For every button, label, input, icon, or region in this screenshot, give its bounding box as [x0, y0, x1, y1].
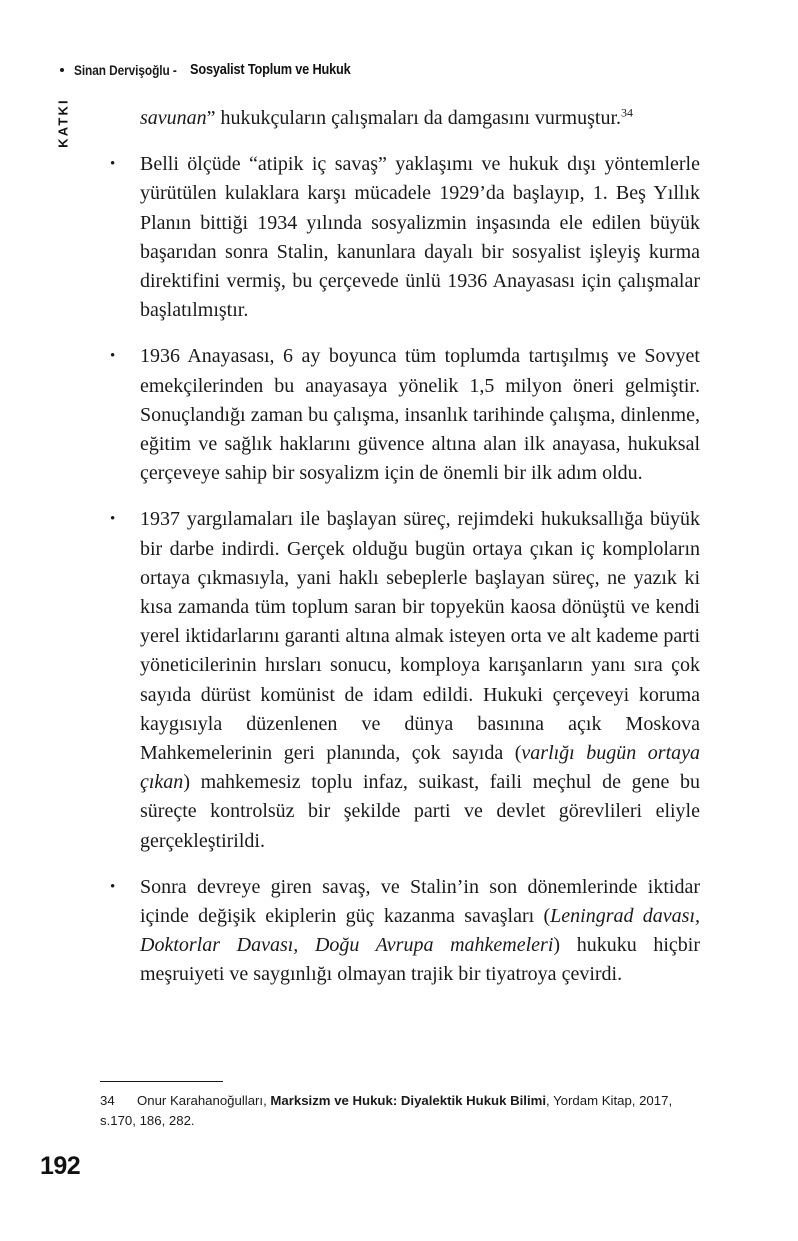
bullet-paragraph-1-text: Belli ölçüde “atipik iç savaş” yaklaşımı ve hukuk dışı yöntemlerle yürütülen kulaklara karşı mücadele 1929’da başlayıp, 1. Beş Yıllık Planın bittiği 1934 yılında sosyalizmin inşasında ele edilen büyük başarıdan sonra Stalin, kanunlara dayalı bir sosyalist işleyiş kurma direktifini vermiş, bu çerçevede ünlü 1936 Anayasası için çalışmalar başlatılmıştır.	[140, 153, 700, 322]
bullet-paragraph-2-text: 1936 Anayasası, 6 ay boyunca tüm toplumda tartışılmış ve Sovyet emekçilerinden bu anayasaya yönelik 1,5 milyon öneri gelmiştir. Sonuçlandığı zaman bu çalışma, insanlık tarihinde çalışma, dinlenme, eğitim ve sağlık haklarını güvence altına alan ilk anayasa, hukuksal çerçeveye sahip bir sosyalizm için de önemli bir ilk adım oldu.	[140, 345, 700, 485]
bullet-icon	[60, 68, 64, 72]
continuation-italic-lead: savunan	[140, 107, 207, 129]
continuation-text: ” hukukçuların çalışmaları da damgasını vurmuştur.	[206, 107, 622, 129]
bullet-paragraph-3-text-part-2: ) mahkemesiz toplu infaz, suikast, faili meçhul de gene bu süreçte kontrolsüz bir şekilde parti ve devlet görevlileri eliyle gerçekleştirildi.	[140, 771, 700, 852]
bullet-paragraph-4-italic: Leningrad davası, Doktorlar Davası, Doğu Avrupa mahkemeleri	[140, 905, 701, 957]
section-tag	[52, 88, 74, 158]
bullet-paragraph-2	[108, 342, 700, 488]
running-header-author: Sinan Dervişoğlu -	[74, 62, 177, 78]
running-header-title: Sosyalist Toplum ve Hukuk	[189, 62, 351, 78]
footnote-reference: 34	[621, 105, 634, 120]
footnote-separator-rule	[100, 1081, 223, 1082]
bullet-paragraph-4	[108, 873, 700, 990]
bullet-paragraph-3-italic: varlığı bugün ortaya çıkan	[140, 742, 701, 794]
paragraph-continuation	[140, 104, 700, 133]
bullet-paragraph-4-text-part-2: ) hukuku hiçbir meşruiyeti ve saygınlığı olmayan trajik bir tiyatroya çevirdi.	[140, 934, 700, 986]
footnote-work-title: Marksizm ve Hukuk: Diyalektik Hukuk Bilimi	[270, 1093, 546, 1108]
footnote-entry	[100, 1091, 700, 1131]
running-header	[60, 62, 372, 78]
bullet-paragraph-3	[108, 505, 700, 855]
footnote-number: 34	[100, 1093, 115, 1108]
bullet-paragraph-1	[108, 150, 700, 325]
footnote-area	[100, 1081, 700, 1131]
section-tag-label: KATKI	[55, 98, 71, 148]
body-text-block	[108, 104, 700, 990]
bullet-paragraph-4-text-part-1: Sonra devreye giren savaş, ve Stalin’in son dönemlerinde iktidar içinde değişik ekiplerin güç kazanma savaşları (	[140, 875, 700, 928]
footnote-publisher: , Yordam Kitap, 2017, s.170, 186, 282.	[100, 1093, 673, 1128]
bullet-paragraph-3-text-part-1: 1937 yargılamaları ile başlayan süreç, rejimdeki hukuksallığa büyük bir darbe indirdi. Gerçek olduğu bugün ortaya çıkan iç komploların ortaya çıkmasıyla, yani haklı sebeplerle başlayan süreç, ne yazık ki kısa zamanda tüm toplum saran bir topyekün kaosa dönüştü ve kendi yerel iktidarlarını garanti altına almak isteyen orta ve alt kademe parti yöneticilerinin hırsları sonucu, komploya karışanların yanı sıra çok sayıda dürüst komünist de idam edildi. Hukuki çerçeveyi koruma kaygısıyla düzenlenen ve dünya basınına açık Moskova Mahkemelerinin geri planında, çok sayıda (	[140, 508, 700, 765]
footnote-author: Onur Karahanoğulları,	[137, 1093, 271, 1108]
page-number: 192	[40, 1152, 81, 1180]
